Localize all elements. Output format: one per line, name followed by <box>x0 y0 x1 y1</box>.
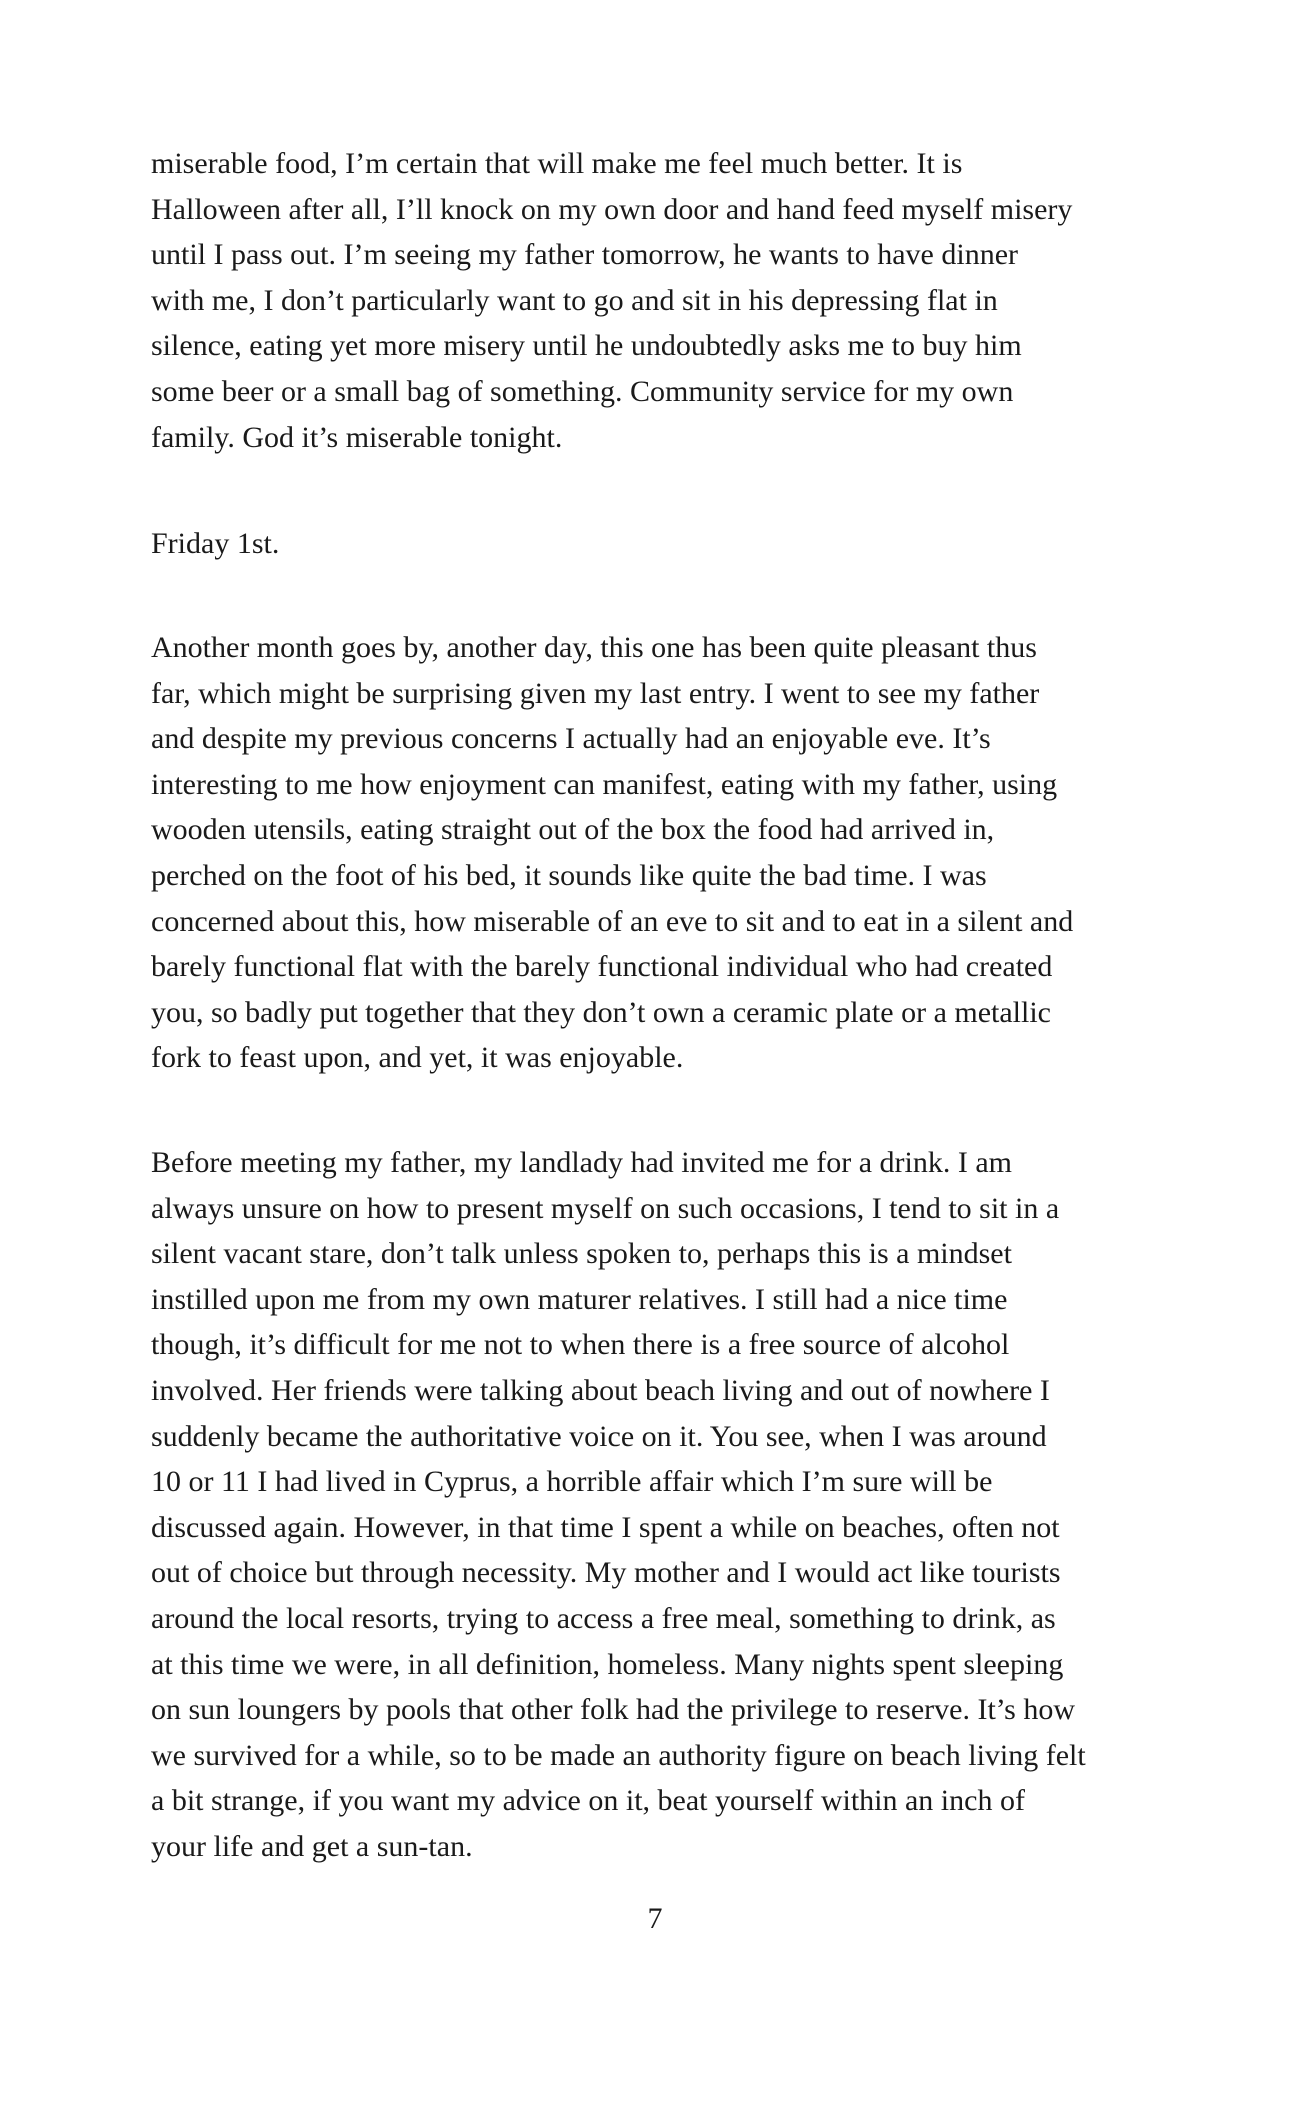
text-line: a bit strange, if you want my advice on it, beat yourself within an inch of <box>151 1784 1025 1818</box>
text-line: you, so badly put together that they don’t own a ceramic plate or a metallic <box>151 995 1051 1029</box>
text-line: involved. Her friends were talking about beach living and out of nowhere I <box>151 1373 1050 1407</box>
text-line: silent vacant stare, don’t talk unless spoken to, perhaps this is a mindset <box>151 1237 1012 1271</box>
text-line: with me, I don’t particularly want to go and sit in his depressing flat in <box>151 283 998 317</box>
text-line: wooden utensils, eating straight out of the box the food had arrived in, <box>151 813 995 847</box>
text-line: discussed again. However, in that time I spent a while on beaches, often not <box>151 1510 1060 1544</box>
text-line: and despite my previous concerns I actually had an enjoyable eve. It’s <box>151 722 991 756</box>
page-number: 7 <box>647 1902 663 1935</box>
text-line: always unsure on how to present myself on such occasions, I tend to sit in a <box>151 1191 1060 1225</box>
paragraph-halloween <box>151 141 1161 460</box>
text-line: some beer or a small bag of something. Community service for my own <box>151 374 1014 408</box>
text-line: family. God it’s miserable tonight. <box>151 420 563 454</box>
text-line: 10 or 11 I had lived in Cyprus, a horrible affair which I’m sure will be <box>151 1465 993 1499</box>
text-line: perched on the foot of his bed, it sounds like quite the bad time. I was <box>151 858 987 892</box>
paragraph-father-dinner <box>151 625 1161 1081</box>
text-line: far, which might be surprising given my last entry. I went to see my father <box>151 676 1040 710</box>
text-line: interesting to me how enjoyment can manifest, eating with my father, using <box>151 767 1058 801</box>
text-line: we survived for a while, so to be made an authority figure on beach living felt <box>151 1738 1086 1772</box>
entry-date: Friday 1st. <box>151 527 280 560</box>
text-line: though, it’s difficult for me not to when there is a free source of alcohol <box>151 1328 1010 1362</box>
text-line: concerned about this, how miserable of an eve to sit and to eat in a silent and <box>151 904 1074 938</box>
entry-heading <box>151 521 1161 567</box>
text-line: until I pass out. I’m seeing my father tomorrow, he wants to have dinner <box>151 238 1019 272</box>
text-line: instilled upon me from my own maturer relatives. I still had a nice time <box>151 1282 1008 1316</box>
text-line: on sun loungers by pools that other folk had the privilege to reserve. It’s how <box>151 1693 1075 1727</box>
text-line: Before meeting my father, my landlady had invited me for a drink. I am <box>151 1146 1013 1179</box>
text-line: at this time we were, in all definition, homeless. Many nights spent sleeping <box>151 1647 1064 1681</box>
text-line: out of choice but through necessity. My mother and I would act like tourists <box>151 1556 1061 1590</box>
text-line: fork to feast upon, and yet, it was enjoyable. <box>151 1041 684 1075</box>
text-line: around the local resorts, trying to access a free meal, something to drink, as <box>151 1601 1056 1635</box>
text-line: Halloween after all, I’ll knock on my own door and hand feed myself misery <box>151 192 1073 226</box>
text-line: miserable food, I’m certain that will make me feel much better. It is <box>151 147 963 180</box>
text-line: your life and get a sun-tan. <box>151 1829 473 1863</box>
text-line: Another month goes by, another day, this one has been quite pleasant thus <box>151 631 1037 664</box>
text-line: barely functional flat with the barely functional individual who had created <box>151 950 1053 984</box>
text-line: suddenly became the authoritative voice on it. You see, when I was around <box>151 1419 1047 1453</box>
text-line: silence, eating yet more misery until he undoubtedly asks me to buy him <box>151 329 1022 363</box>
paragraph-landlady-drink <box>151 1140 1161 1870</box>
